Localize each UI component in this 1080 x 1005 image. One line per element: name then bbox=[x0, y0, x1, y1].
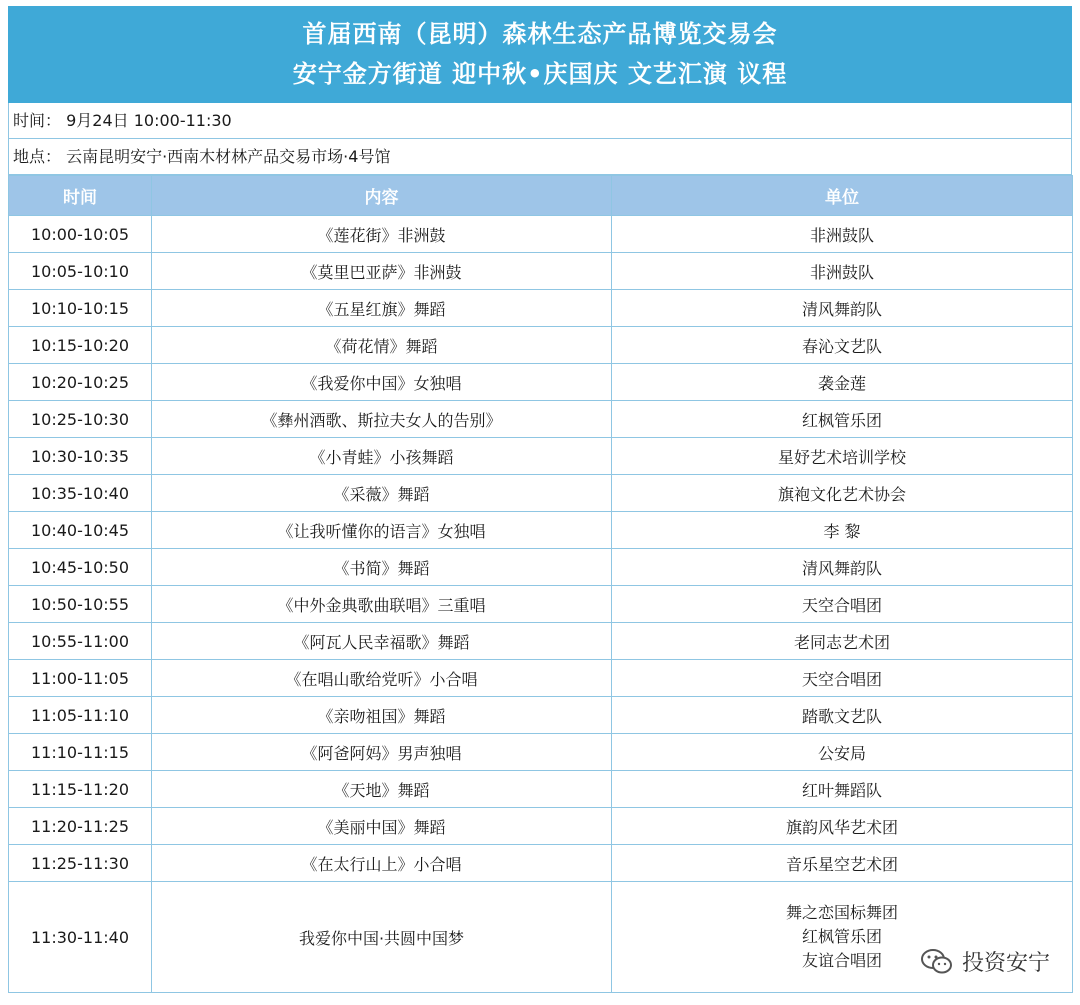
cell-time: 10:50-10:55 bbox=[9, 586, 152, 623]
watermark-text: 投资安宁 bbox=[961, 951, 1050, 976]
cell-content: 《书简》舞蹈 bbox=[152, 549, 612, 586]
table-row bbox=[9, 290, 1073, 327]
cell-unit: 老同志艺术团 bbox=[612, 623, 1073, 660]
column-header-time: 时间 bbox=[9, 176, 152, 216]
cell-unit: 踏歌文艺队 bbox=[612, 697, 1073, 734]
cell-time: 10:45-10:50 bbox=[9, 549, 152, 586]
cell-unit: 清风舞韵队 bbox=[612, 290, 1073, 327]
unit-line: 红枫管乐团 bbox=[801, 927, 882, 946]
cell-time: 10:05-10:10 bbox=[9, 253, 152, 290]
cell-content: 《亲吻祖国》舞蹈 bbox=[152, 697, 612, 734]
table-row bbox=[9, 216, 1073, 253]
table-row bbox=[9, 660, 1073, 697]
column-header-unit: 单位 bbox=[612, 176, 1073, 216]
cell-time: 10:25-10:30 bbox=[9, 401, 152, 438]
table-row bbox=[9, 401, 1073, 438]
cell-unit: 非洲鼓队 bbox=[612, 216, 1073, 253]
table-row bbox=[9, 697, 1073, 734]
cell-unit: 红叶舞蹈队 bbox=[612, 771, 1073, 808]
cell-content: 《采薇》舞蹈 bbox=[152, 475, 612, 512]
table-body bbox=[9, 216, 1073, 993]
cell-content: 《在太行山上》小合唱 bbox=[152, 845, 612, 882]
title-banner bbox=[8, 6, 1072, 103]
cell-unit: 非洲鼓队 bbox=[612, 253, 1073, 290]
table-row bbox=[9, 845, 1073, 882]
cell-content: 《莲花街》非洲鼓 bbox=[152, 216, 612, 253]
cell-content: 我爱你中国·共圆中国梦 bbox=[152, 882, 612, 993]
table-row bbox=[9, 623, 1073, 660]
cell-time: 10:00-10:05 bbox=[9, 216, 152, 253]
table-row bbox=[9, 549, 1073, 586]
program-sheet bbox=[8, 6, 1072, 993]
cell-content: 《美丽中国》舞蹈 bbox=[152, 808, 612, 845]
cell-content: 《我爱你中国》女独唱 bbox=[152, 364, 612, 401]
cell-time: 10:35-10:40 bbox=[9, 475, 152, 512]
cell-time: 10:30-10:35 bbox=[9, 438, 152, 475]
column-header-content: 内容 bbox=[152, 176, 612, 216]
cell-time: 11:05-11:10 bbox=[9, 697, 152, 734]
schedule-table bbox=[8, 175, 1073, 993]
cell-unit: 李 黎 bbox=[612, 512, 1073, 549]
page-title: 首届西南（昆明）森林生态产品博览交易会 bbox=[302, 20, 778, 48]
cell-time: 11:15-11:20 bbox=[9, 771, 152, 808]
cell-unit: 红枫管乐团 bbox=[612, 401, 1073, 438]
cell-time: 10:15-10:20 bbox=[9, 327, 152, 364]
table-row bbox=[9, 327, 1073, 364]
cell-time: 10:20-10:25 bbox=[9, 364, 152, 401]
cell-content: 《小青蛙》小孩舞蹈 bbox=[152, 438, 612, 475]
cell-time: 10:40-10:45 bbox=[9, 512, 152, 549]
unit-line: 友谊合唱团 bbox=[801, 951, 882, 970]
cell-time: 11:25-11:30 bbox=[9, 845, 152, 882]
cell-unit: 天空合唱团 bbox=[612, 660, 1073, 697]
table-row bbox=[9, 771, 1073, 808]
wechat-icon bbox=[920, 948, 954, 976]
table-row bbox=[9, 808, 1073, 845]
cell-content: 《让我听懂你的语言》女独唱 bbox=[152, 512, 612, 549]
cell-unit: 清风舞韵队 bbox=[612, 549, 1073, 586]
cell-content: 《荷花情》舞蹈 bbox=[152, 327, 612, 364]
table-row bbox=[9, 438, 1073, 475]
cell-time: 11:10-11:15 bbox=[9, 734, 152, 771]
cell-content: 《天地》舞蹈 bbox=[152, 771, 612, 808]
cell-unit: 公安局 bbox=[612, 734, 1073, 771]
table-row bbox=[9, 512, 1073, 549]
table-row bbox=[9, 734, 1073, 771]
cell-content: 《五星红旗》舞蹈 bbox=[152, 290, 612, 327]
table-row bbox=[9, 586, 1073, 623]
cell-time: 10:55-11:00 bbox=[9, 623, 152, 660]
cell-time: 11:20-11:25 bbox=[9, 808, 152, 845]
cell-content: 《阿爸阿妈》男声独唱 bbox=[152, 734, 612, 771]
cell-unit: 袭金莲 bbox=[612, 364, 1073, 401]
page-subtitle: 安宁金方街道 迎中秋•庆国庆 文艺汇演 议程 bbox=[292, 60, 788, 88]
cell-time: 11:00-11:05 bbox=[9, 660, 152, 697]
cell-unit: 春沁文艺队 bbox=[612, 327, 1073, 364]
cell-time: 10:10-10:15 bbox=[9, 290, 152, 327]
cell-content: 《莫里巴亚萨》非洲鼓 bbox=[152, 253, 612, 290]
cell-content: 《彝州酒歌、斯拉夫女人的告别》 bbox=[152, 401, 612, 438]
event-place: 地点： 云南昆明安宁·西南木材林产品交易市场·4号馆 bbox=[8, 139, 1072, 175]
table-row bbox=[9, 475, 1073, 512]
table-row bbox=[9, 882, 1073, 993]
cell-unit: 音乐星空艺术团 bbox=[612, 845, 1073, 882]
cell-unit: 旗韵风华艺术团 bbox=[612, 808, 1073, 845]
cell-content: 《阿瓦人民幸福歌》舞蹈 bbox=[152, 623, 612, 660]
cell-unit: 星妤艺术培训学校 bbox=[612, 438, 1073, 475]
cell-time: 11:30-11:40 bbox=[9, 882, 152, 993]
event-time: 时间： 9月24日 10:00-11:30 bbox=[8, 103, 1072, 139]
cell-content: 《中外金典歌曲联唱》三重唱 bbox=[152, 586, 612, 623]
table-row bbox=[9, 364, 1073, 401]
cell-unit: 天空合唱团 bbox=[612, 586, 1073, 623]
cell-unit: 旗袍文化艺术协会 bbox=[612, 475, 1073, 512]
table-row bbox=[9, 253, 1073, 290]
unit-line: 舞之恋国标舞团 bbox=[785, 903, 898, 922]
table-header-row bbox=[9, 176, 1073, 216]
cell-content: 《在唱山歌给党听》小合唱 bbox=[152, 660, 612, 697]
watermark bbox=[920, 946, 1050, 977]
